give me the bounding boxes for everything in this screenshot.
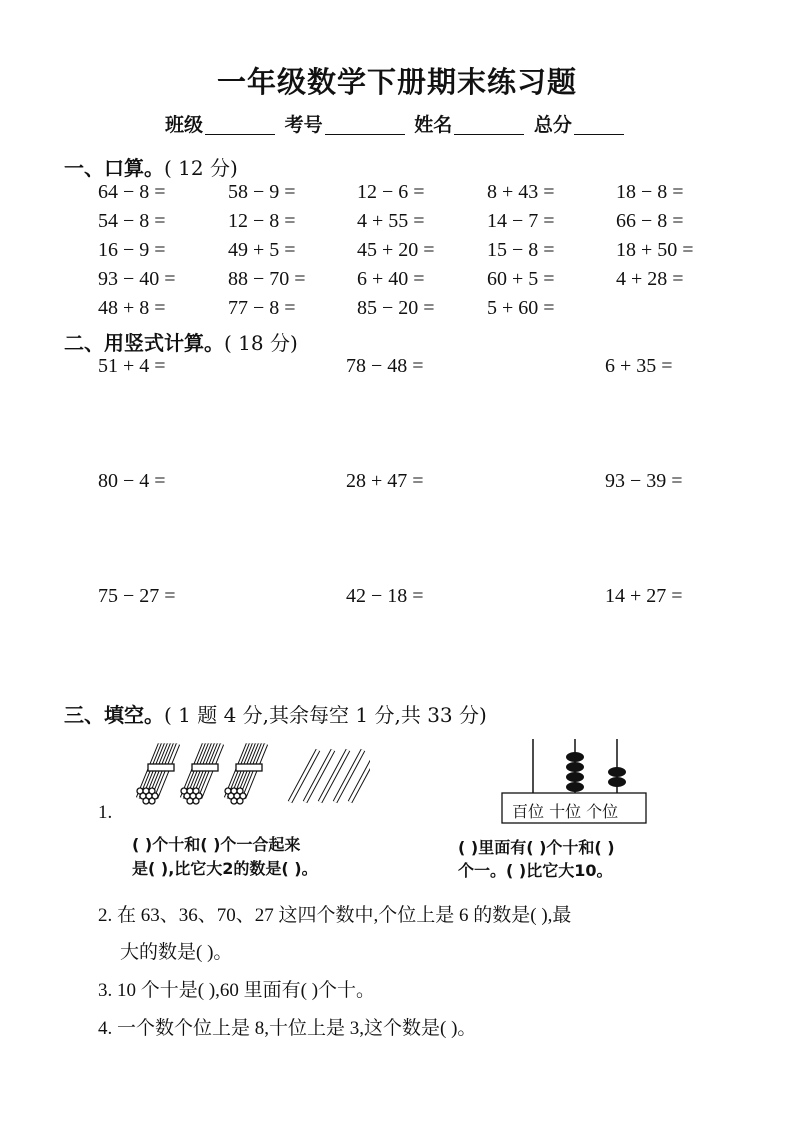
vertical-problem: 6 + 35 = [605,355,673,377]
abacus-place-label: 百位 十位 个位 [512,802,619,821]
oral-problem: 15 − 8 = [487,239,555,261]
section3-points: ( 1 题 4 分,其余每空 1 分,共 33 分) [164,703,487,727]
oral-problem: 66 − 8 = [616,210,684,232]
oral-problem: 60 + 5 = [487,268,555,290]
q1-right-line1: ( )里面有( )个十和( ) [458,838,615,857]
q4: 4. 一个数个位上是 8,十位上是 3,这个数是( )。 [98,1018,477,1039]
oral-problem: 4 + 55 = [357,210,425,232]
q1-right-line2: 个一。( )比它大10。 [458,861,613,880]
vertical-problem: 93 − 39 = [605,470,683,492]
oral-problem: 54 − 8 = [98,210,166,232]
vertical-problem: 51 + 4 = [98,355,166,377]
oral-problem: 93 − 40 = [98,268,176,290]
oral-problem: 8 + 43 = [487,181,555,203]
oral-problem: 49 + 5 = [228,239,296,261]
section1-points: ( 12 分) [164,156,238,180]
q1-left-line1: ( )个十和( )个一合起来 [132,835,301,854]
name-label: 姓名 [414,114,453,136]
loose-stick [305,750,333,802]
oral-problem: 14 − 7 = [487,210,555,232]
loose-stick [290,750,318,802]
oral-problem: 88 − 70 = [228,268,306,290]
oral-problem: 77 − 8 = [228,297,296,319]
page-title: 一年级数学下册期末练习题 [216,65,577,99]
section2-title: 二、用竖式计算。 [64,331,224,355]
oral-problem: 18 − 8 = [616,181,684,203]
q1-left-line2: 是( ),比它大2的数是( )。 [132,859,318,878]
section2-heading [64,327,298,356]
score-label: 总分 [533,114,572,136]
q1-number: 1. [98,802,113,823]
vertical-problem: 28 + 47 = [346,470,424,492]
stick-bundles-illustration [130,740,370,815]
loose-stick [320,750,348,802]
loose-stick [335,750,363,802]
vertical-problem: 14 + 27 = [605,585,683,607]
oral-problem: 18 + 50 = [616,239,694,261]
oral-problem: 16 − 9 = [98,239,166,261]
oral-problem: 64 − 8 = [98,181,166,203]
name-blank[interactable] [454,116,524,135]
class-label: 班级 [165,114,204,136]
q3: 3. 10 个十是( ),60 里面有( )个十。 [98,980,376,1001]
oral-problem: 12 − 6 = [357,181,425,203]
ten-stick-bundle [225,744,266,804]
vertical-problem: 80 − 4 = [98,470,166,492]
q2-line1: 2. 在 63、36、70、27 这四个数中,个位上是 6 的数是( ),最 [98,905,572,926]
oral-problem: 12 − 8 = [228,210,296,232]
oral-problem: 5 + 60 = [487,297,555,319]
oral-problem: 85 − 20 = [357,297,435,319]
ten-stick-bundle [137,744,178,804]
vertical-problem: 75 − 27 = [98,585,176,607]
ten-stick-bundle [181,744,222,804]
oral-problem: 45 + 20 = [357,239,435,261]
oral-problem: 4 + 28 = [616,268,684,290]
vertical-problem: 42 − 18 = [346,585,424,607]
q2-line2: 大的数是( )。 [120,942,233,963]
score-blank[interactable] [574,116,624,135]
section3-heading [64,699,487,728]
exam-no-label: 考号 [284,114,323,136]
student-info-line [165,110,627,137]
section2-points: ( 18 分) [224,331,298,355]
class-blank[interactable] [205,116,275,135]
oral-problem: 58 − 9 = [228,181,296,203]
section1-title: 一、口算。 [64,156,164,180]
oral-problem: 48 + 8 = [98,297,166,319]
section3-title: 三、填空。 [64,703,164,727]
section1-heading [64,152,238,181]
oral-problem: 6 + 40 = [357,268,425,290]
exam-no-blank[interactable] [325,116,405,135]
vertical-problem: 78 − 48 = [346,355,424,377]
